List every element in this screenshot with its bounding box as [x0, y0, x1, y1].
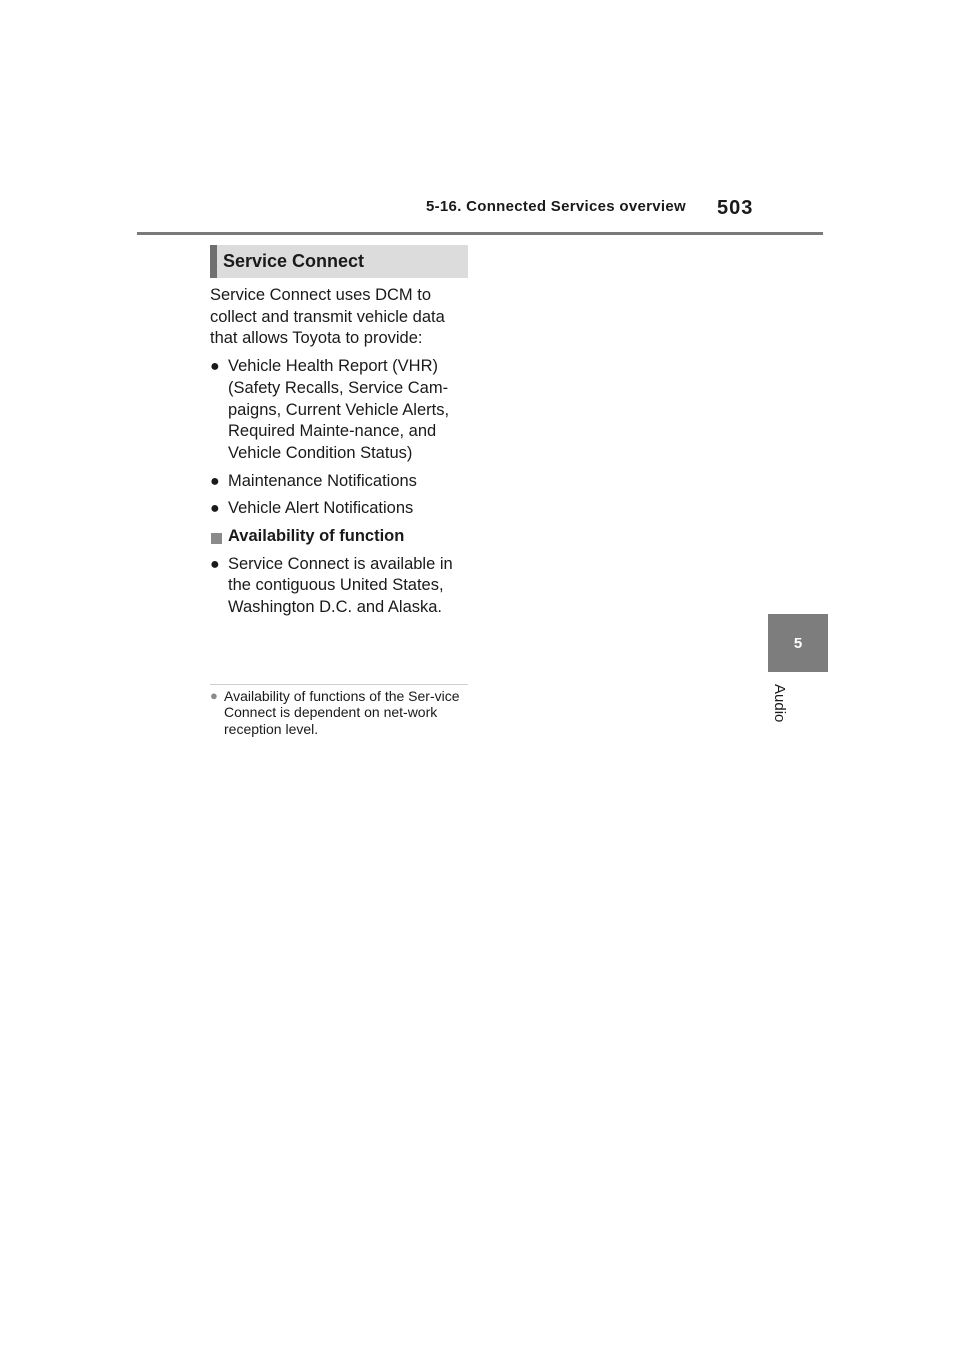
- square-marker-icon: [211, 533, 222, 544]
- subheading-availability: [210, 526, 472, 548]
- bullet-icon: ●: [210, 472, 220, 490]
- list-item: [210, 471, 472, 493]
- section-content: [210, 285, 472, 625]
- bullet-icon: ●: [210, 555, 220, 573]
- chapter-side-label: [764, 684, 794, 744]
- note: [210, 688, 472, 737]
- chapter-label: Audio: [771, 684, 788, 723]
- list-item-text: Service Connect is available in the contiguous United States, Washington D.C. and Alaska.: [228, 554, 453, 617]
- chapter-tab: [768, 614, 828, 672]
- header-section-title: 5-16. Connected Services overview: [425, 198, 686, 215]
- chapter-number: 5: [793, 634, 803, 652]
- note-text: Availability of functions of the Ser-vice Connect is dependent on net-work reception level.: [224, 688, 460, 737]
- list-item: [210, 554, 472, 619]
- intro-paragraph: Service Connect uses DCM to collect and transmit vehicle data that allows Toyota to provide:: [210, 286, 445, 348]
- list-item-text: Vehicle Health Report (VHR) (Safety Recalls, Service Cam-paigns, Current Vehicle Alerts, Required Mainte-nance, and Vehicle Condition Status): [228, 357, 450, 462]
- bullet-icon: ●: [210, 358, 220, 376]
- section-heading: Service Connect: [210, 245, 468, 278]
- header-rule: [137, 232, 823, 235]
- note-rule: [210, 684, 468, 685]
- bullet-icon: ●: [210, 500, 220, 518]
- page-number: 503: [717, 197, 754, 219]
- subheading-text: Availability of function: [228, 527, 405, 546]
- list-item: [210, 356, 472, 465]
- note-circle-icon: ●: [210, 688, 218, 703]
- list-item-text: Maintenance Notifications: [228, 471, 417, 490]
- list-item: [210, 498, 472, 520]
- list-item-text: Vehicle Alert Notifications: [228, 499, 414, 518]
